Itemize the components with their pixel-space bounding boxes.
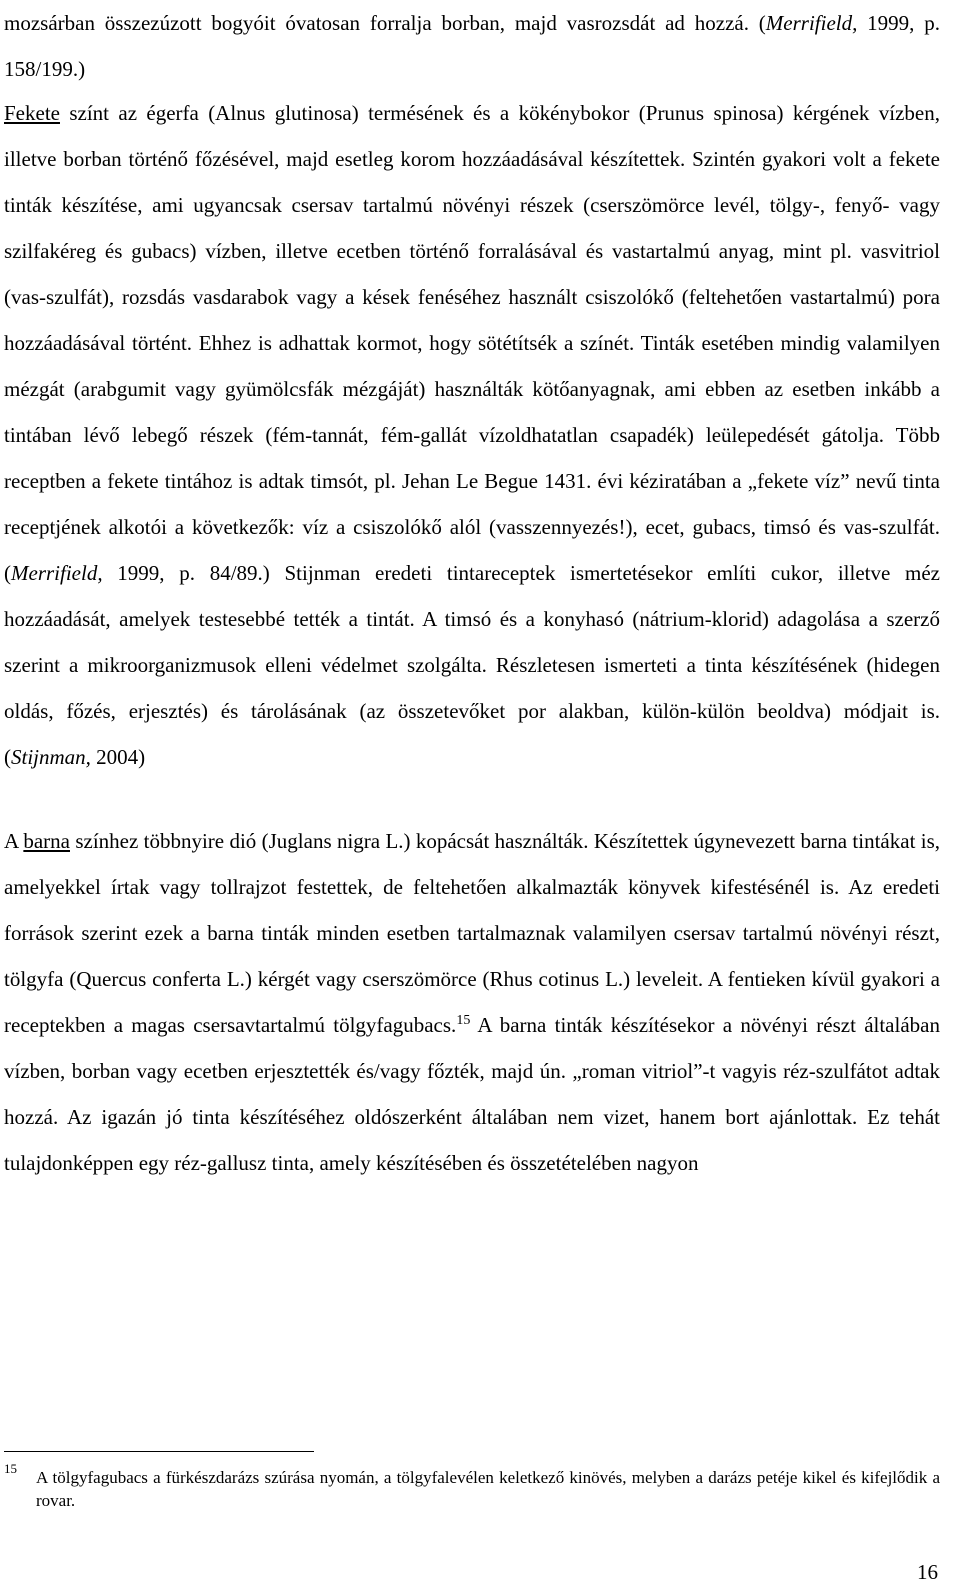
paragraph-text: mozsárban összezúzott bogyóit óvatosan forralja borban, majd vasrozsdát ad hozzá. ( <box>4 11 766 35</box>
page-number: 16 <box>917 1560 938 1584</box>
paragraph-text: 1999, p. 84/89.) Stijnman eredeti tintareceptek ismertetésekor említi cukor, illetve méz hozzáadását, amelyek testesebbé tették a tintát. A timsó és a konyhasó (nátrium-klorid) adagolása a szerző szerint a mikroorganizmusok elleni védelmet szolgálta. Részletesen ismerteti a tinta készítésének (hidegen oldás, főzés, erjesztés) és tárolásának (az összetevőket por alakban, külön-külön beoldva) módjait is. ( <box>4 561 940 769</box>
underlined-term: barna <box>23 829 70 853</box>
footnote-text: A tölgyfagubacs a fürkészdarázs szúrása nyomán, a tölgyfalevélen keletkező kinövés, melyben a darázs petéje kikel és kifejlődik a rovar. <box>36 1468 940 1510</box>
paragraph-continuation <box>4 0 940 92</box>
paragraph-text: színhez többnyire dió (Juglans nigra L.) kopácsát használták. Készítettek úgynevezett barna tintákat is, amelyekkel írtak vagy tollrajzot festettek, de feltehetően alkalmazták könyvek kifestésénél is. Az eredeti források szerint ezek a barna tinták minden esetben tartalmaznak valamilyen csersav tartalmú növényi részt, tölgyfa (Quercus conferta L.) kérgét vagy cserszömörce (Rhus cotinus L.) leveleit. A fentieken kívül gyakori a receptekben a magas csersavtartalmú tölgyfagubacs. <box>4 829 941 1037</box>
underlined-term: Fekete <box>4 101 60 125</box>
paragraph-text: A <box>4 829 24 853</box>
citation-author: Merrifield, <box>765 11 858 35</box>
paragraph-brown-ink <box>4 818 940 1186</box>
paragraph-text: A barna tinták készítésekor a növényi részt általában vízben, borban vagy ecetben erjesztették és/vagy főzték, majd ún. „roman vitriol”-t vagyis réz-szulfátot adtak hozzá. Az igazán jó tinta készítéséhez oldószerként általában nem vizet, hanem bort ajánlottak. Ez tehát tulajdonképpen egy réz-gallusz tinta, amely készítésében és összetételében nagyon <box>4 1013 940 1175</box>
paragraph-text: 2004) <box>90 745 146 769</box>
footnote-number: 15 <box>4 1461 17 1476</box>
footnote-reference[interactable]: 15 <box>456 1013 471 1028</box>
citation-author: Stijnman, <box>11 745 91 769</box>
footnote-separator <box>4 1451 314 1452</box>
citation-author: Merrifield, <box>11 561 103 585</box>
paragraph-black-ink <box>4 90 940 780</box>
paragraph-text: színt az égerfa (Alnus glutinosa) termésének és a kökénybokor (Prunus spinosa) kérgének vízben, illetve borban történő főzésével, majd esetleg korom hozzáadásával készítettek. Szintén gyakori volt a fekete tinták készítése, ami ugyancsak csersav tartalmú növényi részek (cserszömörce levél, tölgy-, fenyő- vagy szilfakéreg és gubacs) vízben, illetve ecetben történő forralásával és vastartalmú anyag, mint pl. vasvitriol (vas-szulfát), rozsdás vasdarabok vagy a kések fenéséhez használt csiszolókő (feltehetően vastartalmú) pora hozzáadásával történt. Ehhez is adhattak kormot, hogy sötétítsék a színét. Tinták esetében mindig valamilyen mézgát (arabgumit vagy gyümölcsfák mézgáját) használták kötőanyagnak, ami ebben az esetben inkább a tintában lévő lebegő részek (fém-tannát, fém-gallát vízoldhatatlan csapadék) leülepedését gátolja. Több receptben a fekete tintához is adtak timsót, pl. Jehan Le Begue 1431. évi kéziratában a „fekete víz” nevű tinta receptjének alkotói a következők: víz a csiszolókő alól (vasszennyezés!), ecet, gubacs, timsó és vas-szulfát. ( <box>4 101 940 585</box>
paragraph-text: 1999, p. 158/199.) <box>4 11 940 81</box>
footnote <box>4 1461 940 1512</box>
